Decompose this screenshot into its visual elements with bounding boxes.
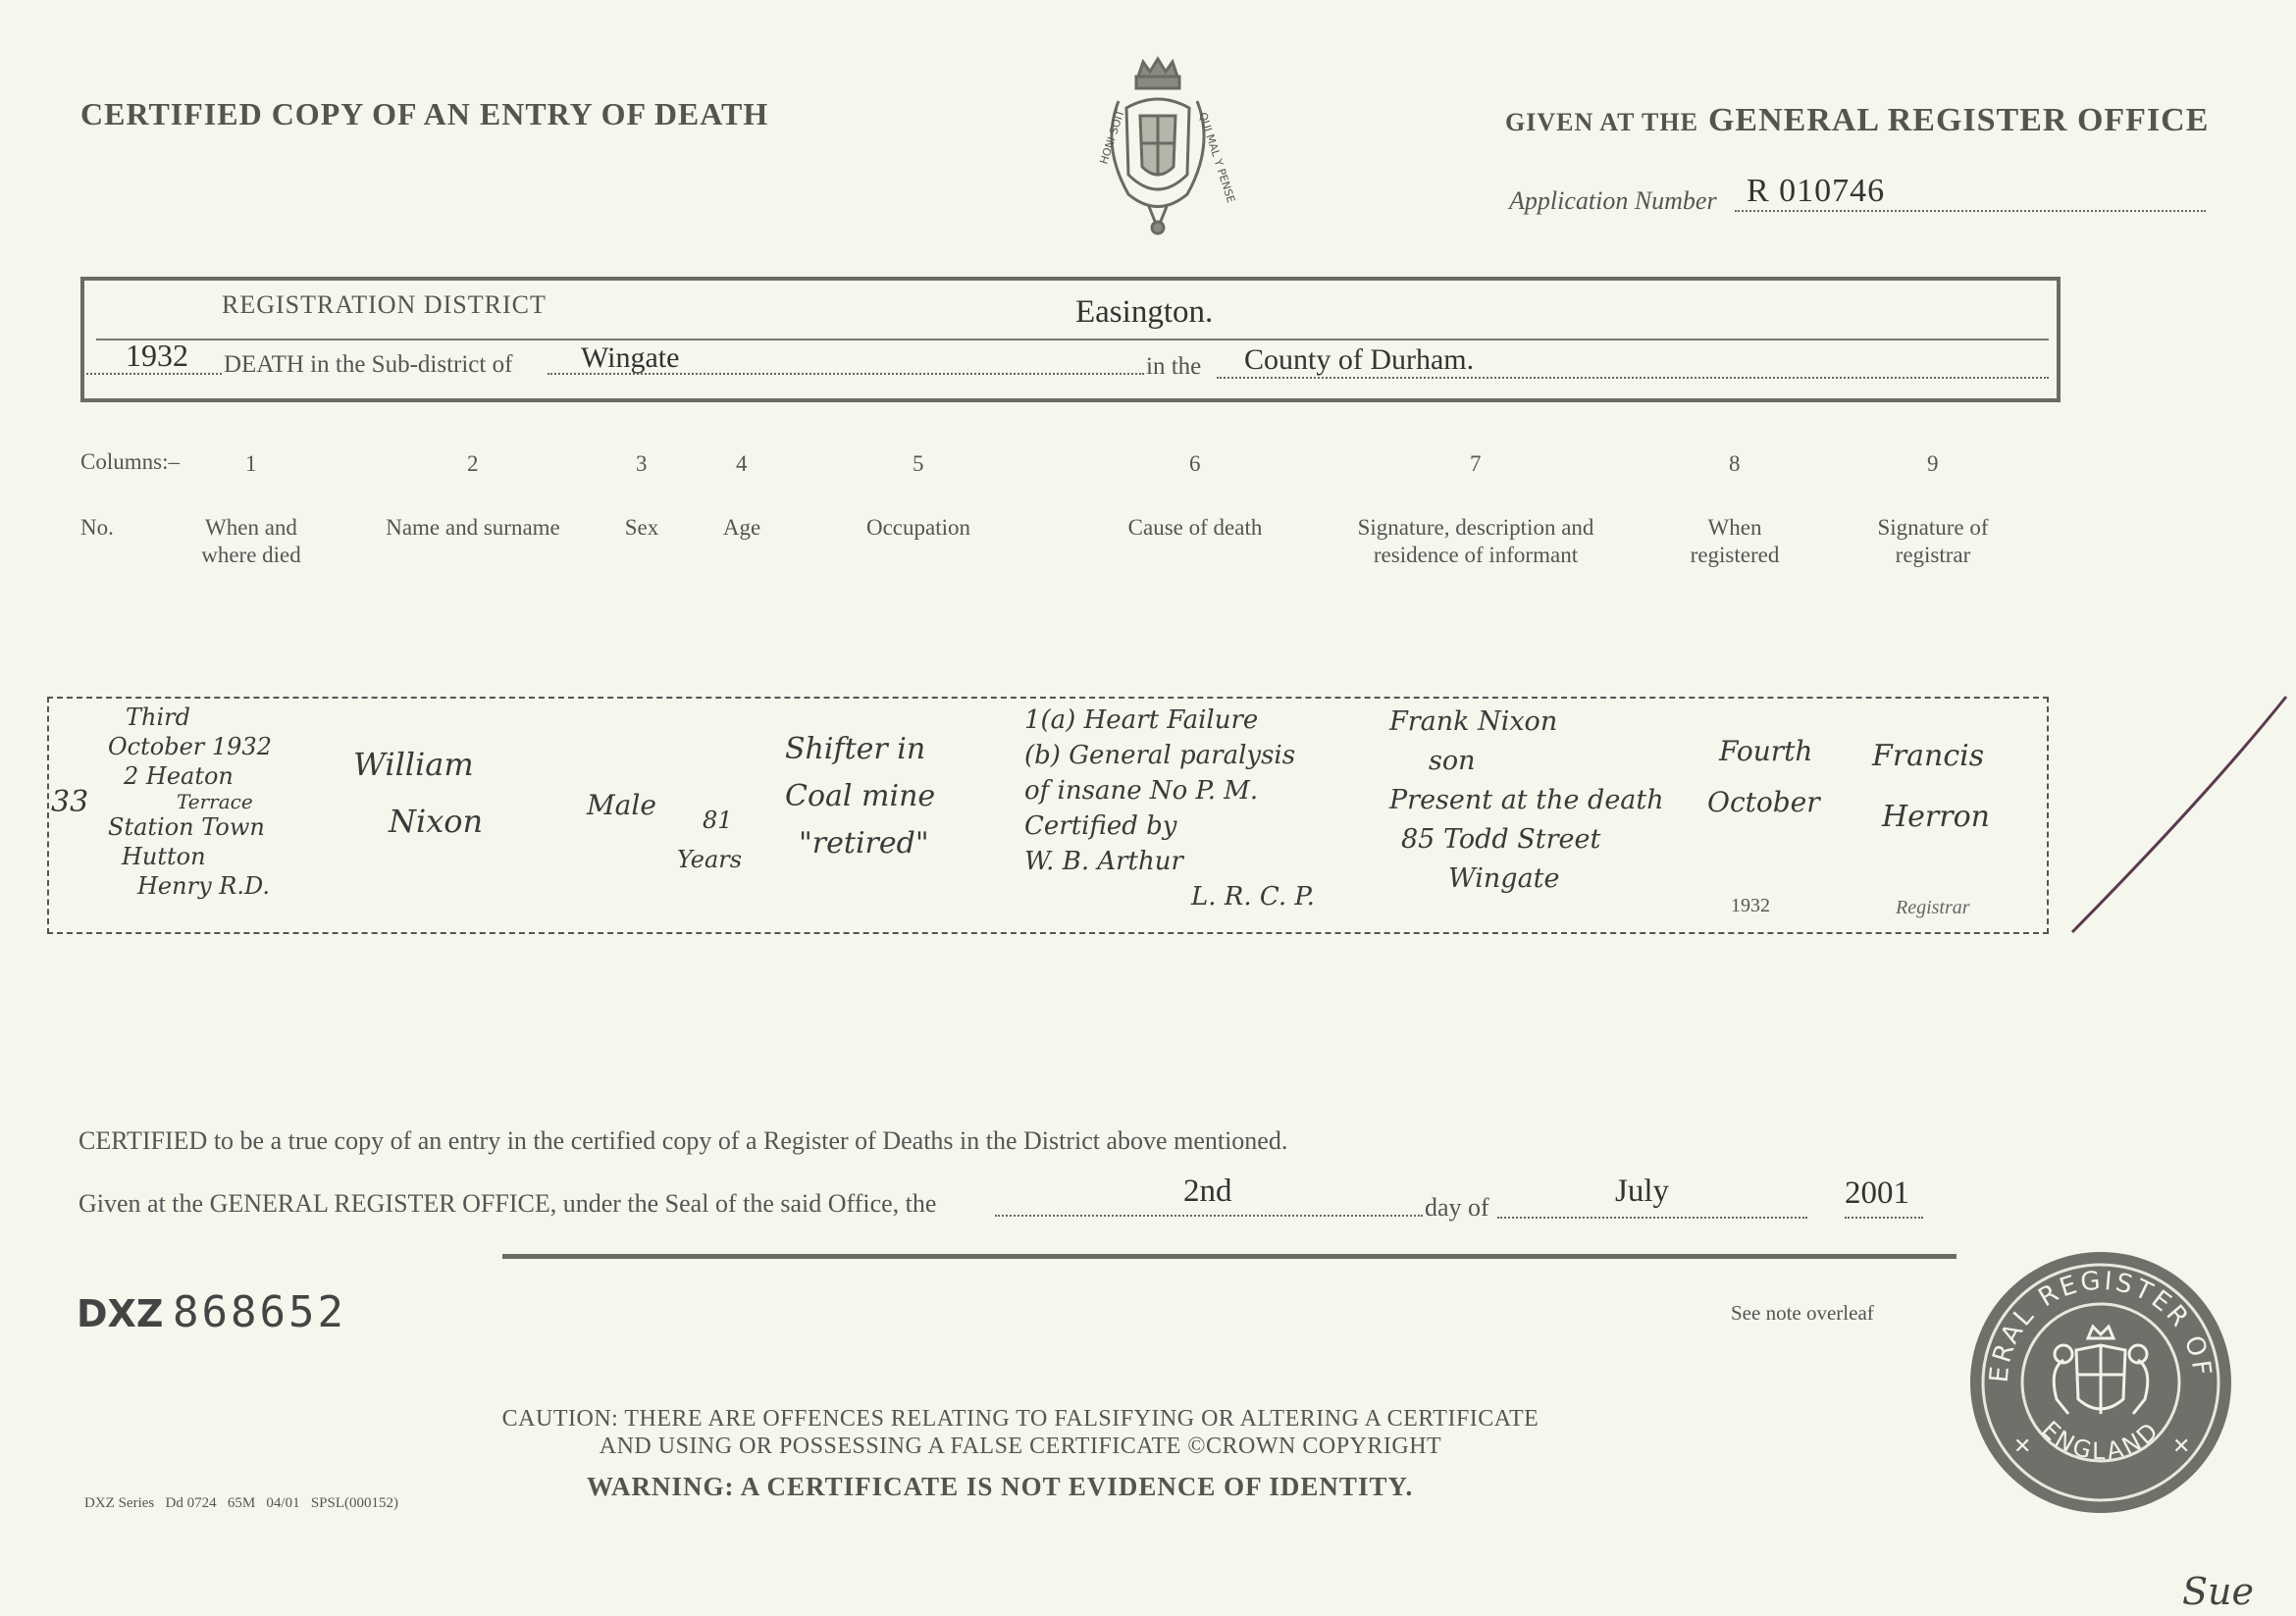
certificate-month: July (1615, 1173, 1670, 1209)
column-number-3: 3 (636, 451, 648, 476)
column-heading-7: Signature, description and residence of informant (1357, 515, 1594, 567)
registered-month: October (1707, 786, 1820, 818)
age-number: 81 (703, 807, 733, 834)
month-line (1497, 1217, 1807, 1219)
gro-seal-icon (1970, 1252, 2231, 1513)
column-number-5: 5 (913, 451, 924, 476)
registrar-signature (1868, 726, 1990, 848)
cause-line-2: (b) General paralysis (1024, 741, 1296, 770)
given-at-office: GENERAL REGISTER OFFICE (1707, 102, 2210, 138)
certification-statement: CERTIFIED to be a true copy of an entry in the certified copy of a Register of Deaths in the District above mentioned. (78, 1126, 1288, 1155)
identity-warning: WARNING: A CERTIFICATE IS NOT EVIDENCE OF IDENTITY. (587, 1472, 1414, 1501)
informant-relation: son (1429, 746, 1476, 776)
sex-value: Male (587, 789, 656, 821)
column-heading-1: When and where died (201, 515, 301, 567)
certificate-title: CERTIFIED COPY OF AN ENTRY OF DEATH (80, 96, 769, 131)
column-heading-2: Name and surname (386, 515, 560, 540)
registration-district-label: REGISTRATION DISTRICT (222, 290, 547, 319)
county-value: County of Durham. (1244, 343, 1475, 376)
certificate-year: 2001 (1845, 1175, 1909, 1211)
address-line-3: Station Town (108, 813, 265, 841)
address-line-2: Terrace (177, 790, 253, 813)
svg-text:ENGLAND (2036, 1416, 2166, 1465)
entry-number: 33 (51, 785, 89, 819)
when-registered (1707, 726, 1820, 828)
cause-of-death (1024, 703, 1315, 914)
occupation-line-2: Coal mine (785, 779, 936, 813)
given-at-heading (1505, 102, 2209, 139)
footer-series-code: DXZ Series Dd 0724 65M 04/01 SPSL(000152) (84, 1495, 399, 1511)
registrar-surname: Herron (1882, 800, 1990, 834)
svg-text:✕: ✕ (2013, 1434, 2032, 1458)
seal-top-text: ERAL REGISTER OF (1984, 1266, 2218, 1384)
seal-bottom-text: ENGLAND (2036, 1415, 2166, 1466)
serial-prefix: DXZ (77, 1292, 164, 1335)
registered-day: Fourth (1719, 735, 1813, 767)
serial-number (77, 1287, 346, 1337)
column-heading-3: Sex (624, 515, 659, 540)
occupation-line-3: "retired" (799, 826, 929, 860)
in-the-label: in the (1146, 353, 1202, 380)
subdistrict-value: Wingate (581, 341, 680, 374)
forename: William (353, 746, 474, 783)
signature-rule (502, 1254, 1957, 1259)
address-line-1: 2 Heaton (124, 762, 234, 790)
given-at-statement: Given at the GENERAL REGISTER OFFICE, under the Seal of the said Office, the (78, 1189, 937, 1218)
name-and-surname (353, 736, 483, 850)
application-number-label: Application Number (1509, 186, 1717, 215)
informant (1389, 703, 1664, 899)
age-unit: Years (677, 846, 743, 873)
caution-text (485, 1405, 1556, 1460)
columns-label: Columns:– (80, 449, 180, 474)
column-number-8: 8 (1729, 451, 1741, 476)
column-heading-6: Cause of death (1127, 515, 1263, 540)
day-of-label: day of (1425, 1193, 1489, 1222)
cause-line-5: W. B. Arthur (1024, 847, 1183, 876)
column-number-6: 6 (1189, 451, 1201, 476)
year-line-cert (1845, 1217, 1923, 1219)
informant-name: Frank Nixon (1389, 706, 1558, 737)
royal-crest-icon (1089, 57, 1238, 239)
column-heading-4: Age (722, 515, 761, 540)
age-value (677, 801, 742, 879)
column-heading-8: When registered (1690, 515, 1780, 567)
column-number-4: 4 (736, 451, 748, 476)
svg-text:GENERAL REGISTER OFFICE (1970, 1252, 2217, 1383)
column-number-7: 7 (1470, 451, 1482, 476)
day-line (995, 1215, 1423, 1217)
occupation-line-1: Shifter in (785, 732, 926, 766)
crest-motto-left: HONI SOIT (1097, 108, 1127, 166)
cause-line-3: of insane No P. M. (1024, 776, 1259, 806)
pen-stroke-decoration (2061, 687, 2296, 942)
column-heading-no: No. (80, 515, 114, 540)
column-number-9: 9 (1927, 451, 1939, 476)
cause-line-4: Certified by (1024, 811, 1177, 841)
see-note-overleaf: See note overleaf (1731, 1301, 1874, 1325)
date-month-year: October 1932 (108, 733, 272, 760)
svg-text:✕: ✕ (2172, 1434, 2191, 1458)
registration-district-value: Easington. (1075, 294, 1214, 330)
surname: Nixon (389, 803, 484, 840)
column-heading-9: Signature of registrar (1877, 515, 1989, 567)
informant-street: 85 Todd Street (1401, 824, 1601, 855)
initials-signature: Sue (2182, 1570, 2254, 1613)
death-year: 1932 (126, 338, 188, 373)
registrar-title: Registrar (1896, 897, 1970, 918)
application-number: R 010746 (1747, 173, 1886, 209)
county-line (1217, 377, 2049, 379)
address-line-5: Henry R.D. (137, 872, 270, 900)
column-number-1: 1 (245, 451, 257, 476)
column-heading-5: Occupation (865, 515, 970, 540)
caution-line-2: AND USING OR POSSESSING A FALSE CERTIFICATE ©CROWN COPYRIGHT (599, 1434, 1442, 1459)
caution-line-1: CAUTION: THERE ARE OFFENCES RELATING TO FALSIFYING OR ALTERING A CERTIFICATE (501, 1406, 1539, 1432)
when-where-died (108, 703, 272, 901)
given-at-prefix: GIVEN AT THE (1505, 108, 1698, 136)
column-number-2: 2 (467, 451, 479, 476)
serial-digits: 868652 (173, 1287, 346, 1337)
application-number-line (1735, 210, 2206, 212)
registrar-forename: Francis (1872, 739, 1985, 773)
cause-line-6: L. R. C. P. (1191, 882, 1315, 912)
informant-description: Present at the death (1389, 785, 1664, 815)
district-divider (96, 339, 2049, 340)
crest-motto-right: QUI MAL Y PENSE (1196, 110, 1238, 205)
cause-line-1: 1(a) Heart Failure (1024, 705, 1259, 735)
certificate-day: 2nd (1183, 1173, 1232, 1209)
occupation-value (785, 726, 935, 867)
registered-year: 1932 (1731, 895, 1770, 916)
death-in-subdistrict-label: DEATH in the Sub-district of (224, 351, 513, 378)
address-line-4: Hutton (122, 843, 206, 870)
informant-town: Wingate (1448, 863, 1560, 894)
date-day: Third (126, 704, 190, 731)
